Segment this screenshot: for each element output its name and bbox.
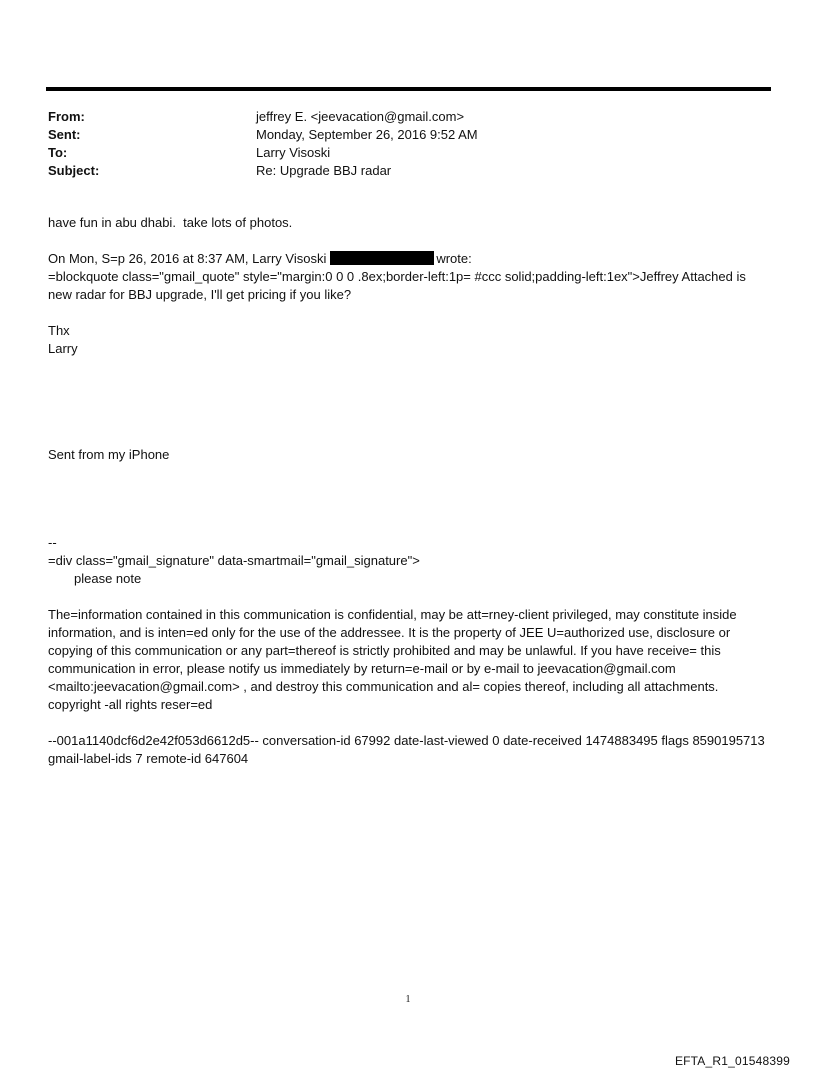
metadata-text: --001a1140dcf6d2e42f053d6612d5-- conversation-id 67992 date-last-viewed 0 date-received 1474883495 flags 8590195713 gmail-label-ids 7 remote-id 647604 — [48, 733, 769, 766]
confidentiality-notice: The=information contained in this communication is confidential, may be att=rney-client privileged, may constitute inside information, and is inten=ed only for the use of the addressee. It is the property of JEE U=authorized use, disclosure or copying of this communication or any part=thereof is strictly prohibited and may be unlawful. If you have receive= this communication in error, please notify us immediately by return=e-mail or by e-mail to jeevacation@gmail.com <mailto:jeevacation@gmail.com> , and destroy this communication and al= copies thereof, including all attachments. copyright -all rights reser=ed — [48, 607, 741, 712]
subject-row — [48, 162, 768, 180]
signature-dashes: -- — [48, 535, 57, 550]
sent-value: Monday, September 26, 2016 9:52 AM — [256, 127, 478, 142]
from-row — [48, 108, 768, 126]
document-id: EFTA_R1_01548399 — [674, 1054, 790, 1068]
subject-value: Re: Upgrade BBJ radar — [256, 163, 392, 178]
to-row — [48, 144, 768, 162]
larry-text: Larry — [48, 341, 78, 356]
sent-row — [48, 126, 768, 144]
subject-label: Subject: — [48, 163, 100, 178]
signature-div-text: =div class="gmail_signature" data-smartmail="gmail_signature"> — [48, 553, 420, 568]
redaction-block — [330, 251, 434, 265]
from-value: jeffrey E. <jeevacation@gmail.com> — [256, 109, 465, 124]
sent-label: Sent: — [48, 127, 81, 142]
reply-text: have fun in abu dhabi. take lots of photos. — [48, 215, 293, 230]
quote-markup-text: =blockquote class="gmail_quote" style="margin:0 0 0 .8ex;border-left:1p= #ccc solid;padding-left:1ex">Jeffrey Attached is new radar for BBJ upgrade, I'll get pricing if you like? — [48, 269, 750, 302]
sent-from-text: Sent from my iPhone — [48, 447, 170, 462]
page-number: 1 — [405, 994, 411, 1005]
email-body — [48, 214, 770, 768]
thx-text: Thx — [48, 323, 70, 338]
email-header — [48, 108, 768, 180]
to-value: Larry Visoski — [256, 145, 331, 160]
from-label: From: — [48, 109, 85, 124]
quote-intro — [48, 250, 770, 268]
please-note-text: please note — [74, 571, 142, 586]
quote-intro-before: On Mon, S=p 26, 2016 at 8:37 AM, Larry Visoski — [48, 251, 327, 266]
to-label: To: — [48, 145, 68, 160]
quote-intro-after: wrote: — [436, 251, 472, 266]
header-rule — [46, 87, 771, 91]
